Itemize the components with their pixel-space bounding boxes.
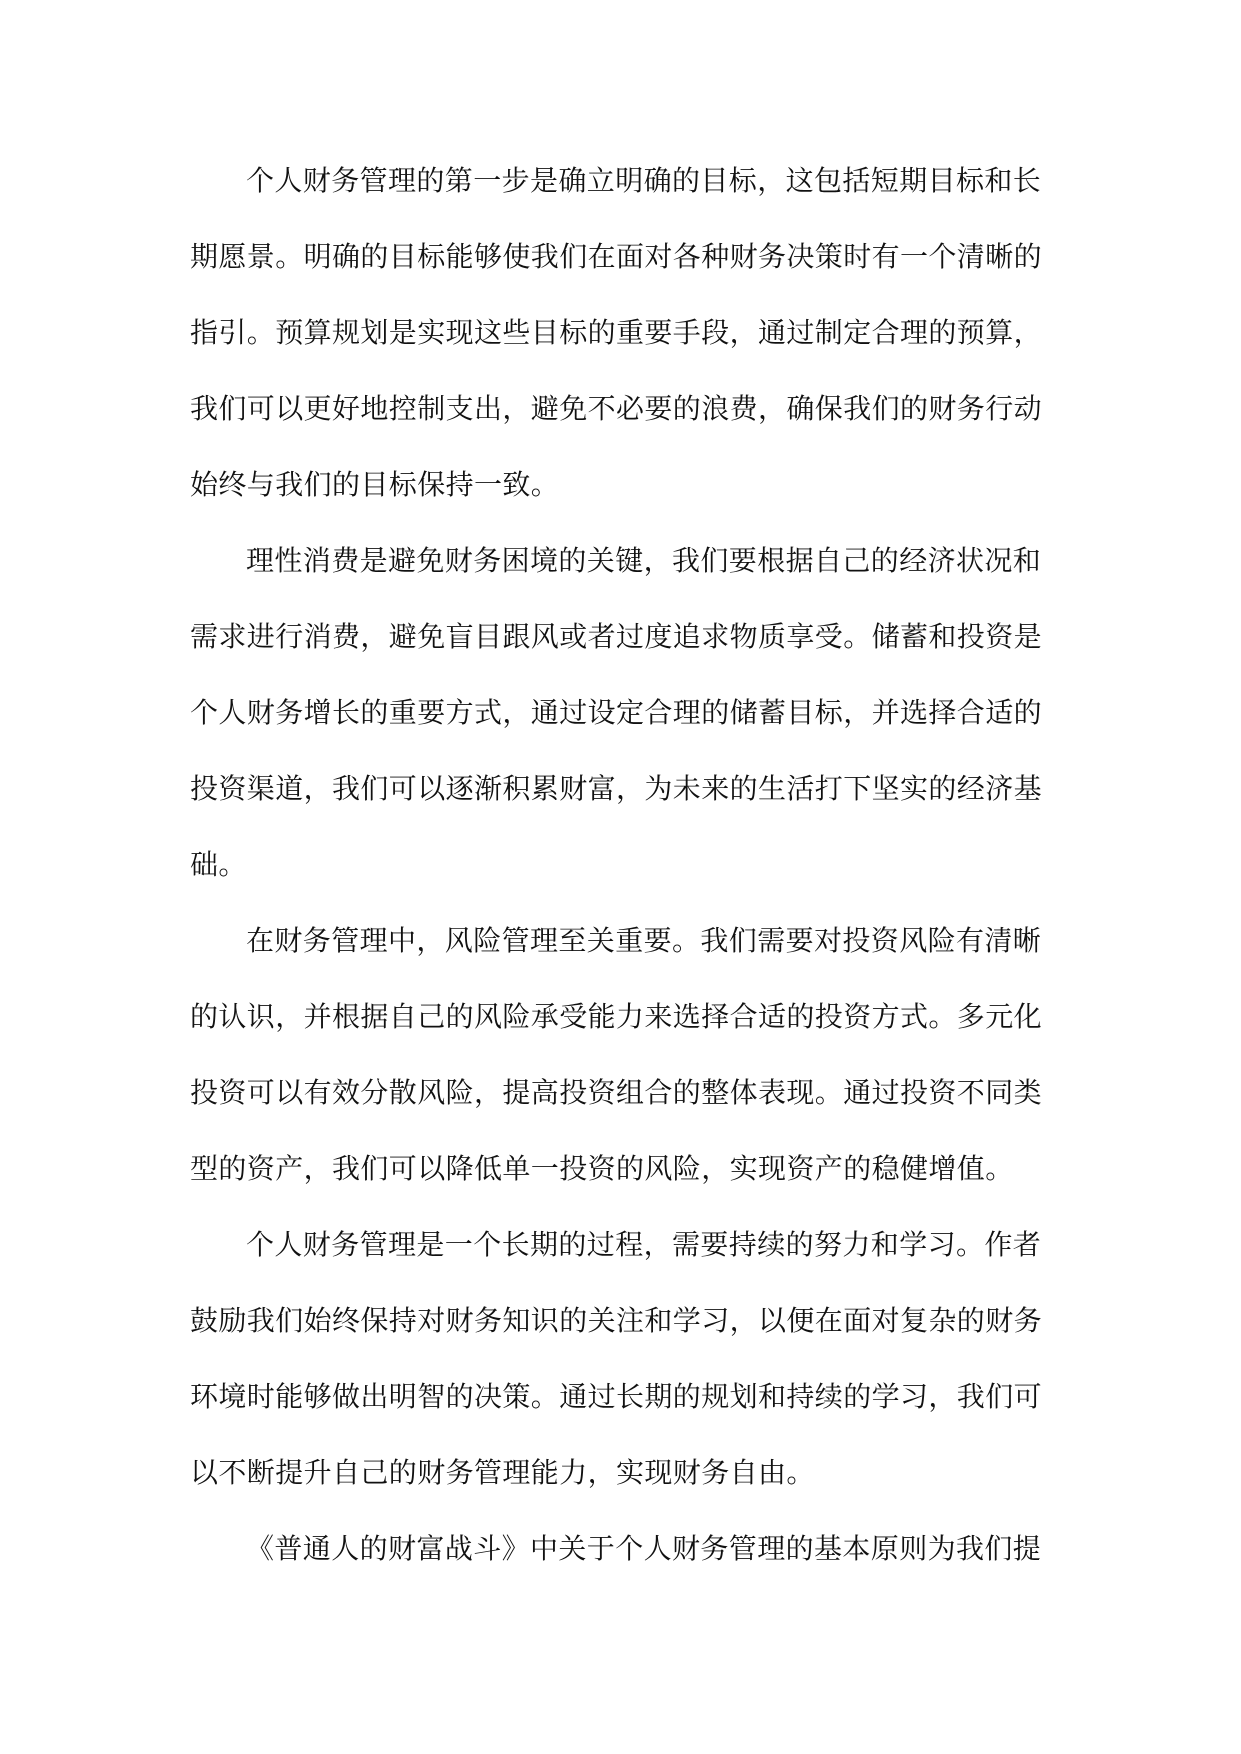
paragraph-line: 型的资产，我们可以降低单一投资的风险，实现资产的稳健增值。 [190,1152,1014,1185]
paragraph-line: 在财务管理中，风险管理至关重要。我们需要对投资风险有清晰 [246,924,1042,957]
paragraph-line: 理性消费是避免财务困境的关键，我们要根据自己的经济状况和 [246,544,1042,577]
paragraph-line: 期愿景。明确的目标能够使我们在面对各种财务决策时有一个清晰的 [190,240,1043,273]
paragraph-line: 的认识，并根据自己的风险承受能力来选择合适的投资方式。多元化 [190,1000,1043,1033]
paragraph-line: 指引。预算规划是实现这些目标的重要手段，通过制定合理的预算， [190,316,1043,349]
paragraph-line: 投资可以有效分散风险，提高投资组合的整体表现。通过投资不同类 [190,1076,1043,1109]
paragraph-line: 础。 [190,848,247,881]
paragraph-line: 个人财务管理是一个长期的过程，需要持续的努力和学习。作者 [246,1228,1042,1261]
paragraph-line: 《普通人的财富战斗》中关于个人财务管理的基本原则为我们提 [246,1532,1042,1565]
paragraph-line: 投资渠道，我们可以逐渐积累财富，为未来的生活打下坚实的经济基 [190,772,1043,805]
paragraph-1 [190,143,1058,523]
paragraph-line: 环境时能够做出明智的决策。通过长期的规划和持续的学习，我们可 [190,1380,1043,1413]
paragraph-line: 需求进行消费，避免盲目跟风或者过度追求物质享受。储蓄和投资是 [190,620,1043,653]
paragraph-line: 我们可以更好地控制支出，避免不必要的浪费，确保我们的财务行动 [190,392,1043,425]
paragraph-line: 始终与我们的目标保持一致。 [190,468,560,501]
paragraph-3 [190,903,1058,1207]
paragraph-line: 以不断提升自己的财务管理能力，实现财务自由。 [190,1456,815,1489]
paragraph-4 [190,1207,1058,1511]
paragraph-2 [190,523,1058,903]
paragraph-line: 个人财务增长的重要方式，通过设定合理的储蓄目标，并选择合适的 [190,696,1043,729]
paragraph-line: 鼓励我们始终保持对财务知识的关注和学习，以便在面对复杂的财务 [190,1304,1043,1337]
document-body [190,143,1058,1587]
paragraph-line: 个人财务管理的第一步是确立明确的目标，这包括短期目标和长 [246,164,1042,197]
paragraph-5 [190,1511,1058,1587]
